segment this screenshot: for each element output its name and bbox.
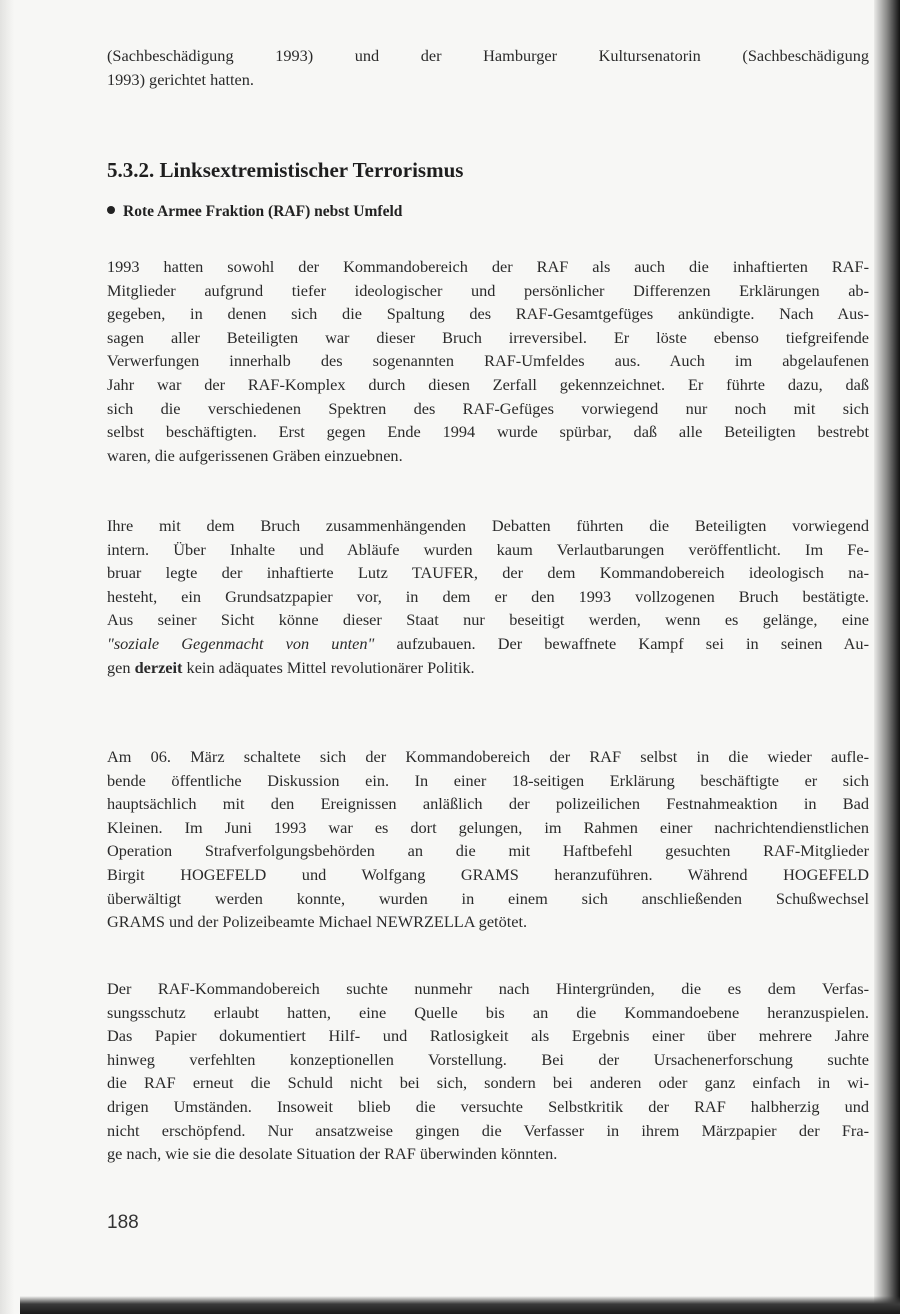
paragraph-4-line xyxy=(107,979,869,999)
text-span: Ihre mit dem Bruch zusammenhängenden Debatten führten die Beteiligten vorwiegend xyxy=(107,516,869,535)
text-span: die RAF erneut die Schuld nicht bei sich, sondern bei anderen oder ganz einfach in wi- xyxy=(107,1073,869,1093)
paragraph-3-line xyxy=(107,794,869,814)
paragraph-2-line xyxy=(107,540,869,560)
text-span: hesteht, ein Grundsatzpapier vor, in dem er den 1993 vollzogenen Bruch bestätigte. xyxy=(107,586,869,606)
page-number: 188 xyxy=(107,1212,139,1233)
text-span: kein adäquates Mittel revolutionärer Politik. xyxy=(182,657,475,677)
intro-line xyxy=(107,46,869,66)
paragraph-2-line xyxy=(107,563,869,583)
text-span: gegeben, in denen sich die Spaltung des RAF-Gesamtgefüges ankündigte. Nach Aus- xyxy=(107,304,869,324)
quote-text: "soziale Gegenmacht von unten" xyxy=(107,634,375,653)
emphasis-text: derzeit xyxy=(134,657,183,677)
text-span: sungsschutz erlaubt hatten, eine Quelle bis an die Kommandoebene heranzuspielen. xyxy=(107,1002,869,1022)
subheading-text: Rote Armee Fraktion (RAF) nebst Umfeld xyxy=(123,203,403,220)
paragraph-1-line xyxy=(107,281,869,301)
text-span: ge nach, wie sie die desolate Situation der RAF überwinden könnten. xyxy=(107,1144,558,1164)
paragraph-1-line xyxy=(107,422,869,442)
paragraph-1-line xyxy=(107,375,869,395)
text-span: gen xyxy=(107,657,135,677)
paragraph-3-line xyxy=(107,912,869,932)
text-span: hauptsächlich mit den Ereignissen anläßlich der polizeilichen Festnahmeaktion in Bad xyxy=(107,794,869,814)
section-heading: 5.3.2. Linksextremistischer Terrorismus xyxy=(107,158,464,182)
text-span: Operation Strafverfolgungsbehörden an die mit Haftbefehl gesuchten RAF-Mitglieder xyxy=(107,841,869,861)
paragraph-2-line xyxy=(107,516,869,536)
text-span: intern. Über Inhalte und Abläufe wurden kaum Verlautbarungen veröffentlicht. Im Fe- xyxy=(107,539,869,559)
paragraph-3-line xyxy=(107,747,869,767)
bullet-icon xyxy=(107,206,115,214)
text-span: Mitglieder aufgrund tiefer ideologischer und persönlicher Differenzen Erklärungen ab- xyxy=(107,280,869,300)
paragraph-4-line xyxy=(107,1073,869,1093)
paragraph-4-line xyxy=(107,1003,869,1023)
paragraph-1-line xyxy=(107,446,869,466)
subheading xyxy=(107,203,402,221)
text-span: Das Papier dokumentiert Hilf- und Ratlosigkeit als Ergebnis einer über mehrere Jahre xyxy=(107,1026,869,1046)
text-span: Am 06. März schaltete sich der Kommandobereich der RAF selbst in die wieder aufle- xyxy=(107,747,869,766)
text-span: 1993) gerichtet hatten. xyxy=(107,69,254,89)
scan-edge xyxy=(20,1296,900,1314)
text-span: überwältigt werden konnte, wurden in einem sich anschließenden Schußwechsel xyxy=(107,888,869,908)
text-span: Verwerfungen innerhalb des sogenannten RAF-Umfeldes aus. Auch im abgelaufenen xyxy=(107,351,869,371)
text-span: Birgit HOGEFELD und Wolfgang GRAMS heranzuführen. Während HOGEFELD xyxy=(107,865,869,884)
text-span: selbst beschäftigten. Erst gegen Ende 1994 wurde spürbar, daß alle Beteiligten bestrebt xyxy=(107,422,869,442)
text-span: waren, die aufgerissenen Gräben einzuebnen. xyxy=(107,445,403,465)
paragraph-1-line xyxy=(107,304,869,324)
paragraph-4-line xyxy=(107,1026,869,1046)
text-span: Aus seiner Sicht könne dieser Staat nur beseitigt werden, wenn es gelänge, eine xyxy=(107,610,869,630)
paragraph-1-line xyxy=(107,399,869,419)
page-edge-shadow xyxy=(0,0,14,1314)
text-span: drigen Umständen. Insoweit blieb die versuchte Selbstkritik der RAF halbherzig und xyxy=(107,1097,869,1116)
text-span: (Sachbeschädigung 1993) und der Hamburger Kultursenatorin (Sachbeschädigung xyxy=(107,46,869,65)
book-spine-shadow xyxy=(874,0,900,1314)
paragraph-4-line xyxy=(107,1144,869,1164)
paragraph-3-line xyxy=(107,771,869,791)
text-span: GRAMS und der Polizeibeamte Michael NEWRZELLA getötet. xyxy=(107,912,528,932)
paragraph-1-line xyxy=(107,257,869,277)
text-span: Jahr war der RAF-Komplex durch diesen Zerfall gekennzeichnet. Er führte dazu, daß xyxy=(107,375,869,394)
text-span: sich die verschiedenen Spektren des RAF-Gefüges vorwiegend nur noch mit sich xyxy=(107,398,869,418)
text-span: bende öffentliche Diskussion ein. In einer 18-seitigen Erklärung beschäftigte er sich xyxy=(107,770,869,790)
paragraph-2-line xyxy=(107,610,869,630)
text-span: aufzubauen. Der bewaffnete Kampf sei in seinen Au- xyxy=(374,634,869,653)
intro-line xyxy=(107,70,869,90)
text-span: bruar legte der inhaftierte Lutz TAUFER, der dem Kommandobereich ideologisch na- xyxy=(107,563,869,583)
text-span: sagen aller Beteiligten war dieser Bruch irreversibel. Er löste ebenso tiefgreifende xyxy=(107,327,869,347)
paragraph-3-line xyxy=(107,865,869,885)
paragraph-4-line xyxy=(107,1050,869,1070)
text-span: nicht erschöpfend. Nur ansatzweise gingen die Verfasser in ihrem Märzpapier der Fra- xyxy=(107,1120,869,1140)
text-span: 1993 hatten sowohl der Kommandobereich der RAF als auch die inhaftierten RAF- xyxy=(107,257,869,276)
paragraph-3-line xyxy=(107,841,869,861)
paragraph-2-line xyxy=(107,658,869,678)
paragraph-3-line xyxy=(107,889,869,909)
text-span: hinweg verfehlten konzeptionellen Vorstellung. Bei der Ursachenerforschung suchte xyxy=(107,1049,869,1069)
text-span: Kleinen. Im Juni 1993 war es dort gelungen, im Rahmen einer nachrichtendienstlichen xyxy=(107,817,869,837)
paragraph-3-line xyxy=(107,818,869,838)
paragraph-2-line xyxy=(107,634,869,654)
paragraph-4-line xyxy=(107,1097,869,1117)
paragraph-1-line xyxy=(107,351,869,371)
paragraph-2-line xyxy=(107,587,869,607)
text-span: Der RAF-Kommandobereich suchte nunmehr nach Hintergründen, die es dem Verfas- xyxy=(107,979,869,998)
paragraph-4-line xyxy=(107,1121,869,1141)
paragraph-1-line xyxy=(107,328,869,348)
